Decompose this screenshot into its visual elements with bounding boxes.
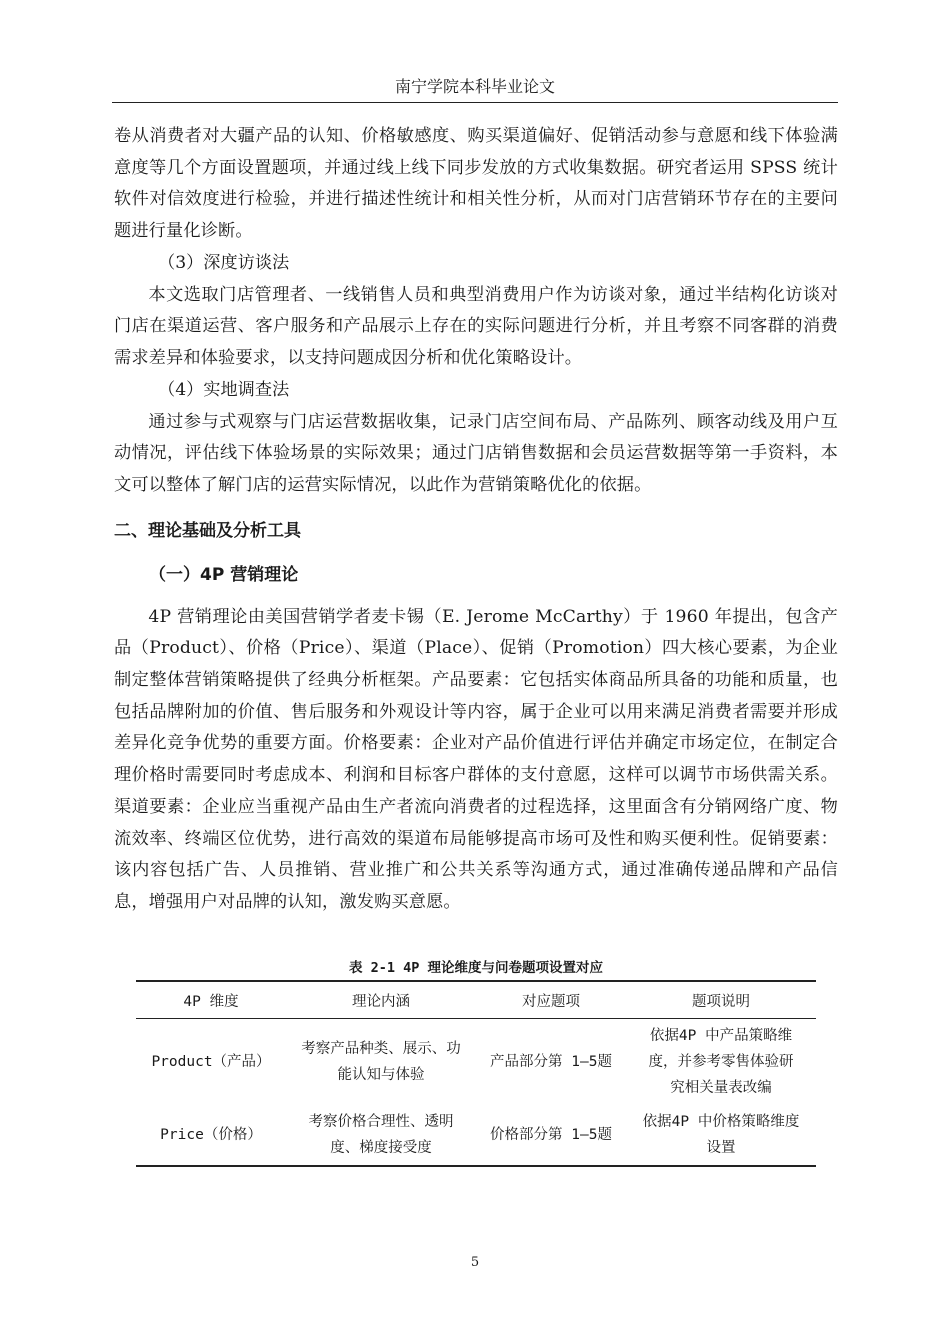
cell-note	[626, 1105, 816, 1166]
table-row	[136, 1019, 816, 1106]
paragraph-interview: 本文选取门店管理者、一线销售人员和典型消费用户作为访谈对象，通过半结构化访谈对门店在渠道运营、客户服务和产品展示上存在的实际问题进行分析，并且考察不同客群的消费需求差异和体验要求，以支持问题成因分析和优化策略设计。	[114, 284, 838, 369]
cell-connotation-text: 考察产品种类、展示、功能认知与体验	[301, 1041, 461, 1083]
paragraph-field-survey: 通过参与式观察与门店运营数据收集，记录门店空间布局、产品陈列、顾客动线及用户互动情况，评估线下体验场景的实际效果；通过门店销售数据和会员运营数据等第一手资料，本文可以整体了解门店的运营实际情况，以此作为营销策略优化的依据。	[114, 411, 838, 495]
cell-dimension: Price（价格）	[136, 1105, 286, 1166]
cell-items: 价格部分第 1—5题	[476, 1105, 626, 1166]
header-divider	[112, 102, 838, 103]
cell-items: 产品部分第 1—5题	[490, 1054, 612, 1070]
body-text	[114, 121, 838, 919]
table-row	[136, 1105, 816, 1166]
section-heading: 二、理论基础及分析工具	[114, 520, 301, 541]
table-caption: 表 2-1 4P 理论维度与问卷题项设置对应	[348, 960, 604, 976]
cell-note-text: 依据4P 中产品策略维度，并参考零售体验研究相关量表改编	[648, 1028, 794, 1096]
running-header: 南宁学院本科毕业论文	[394, 77, 555, 96]
header-items: 对应题项	[476, 981, 626, 1019]
cell-connotation	[286, 1105, 476, 1166]
cell-dimension: Product（产品）	[151, 1054, 271, 1070]
cell-note	[626, 1019, 816, 1106]
cell-connotation-text: 考察价格合理性、透明度、梯度接受度	[308, 1114, 454, 1156]
subheading-field-survey: （4）实地调查法	[158, 379, 290, 400]
dimension-table	[136, 980, 816, 1167]
table-header-row	[136, 981, 816, 1019]
subsection-heading: （一）4P 营销理论	[149, 564, 299, 585]
header-note: 题项说明	[626, 981, 816, 1019]
subheading-interview: （3）深度访谈法	[158, 253, 290, 273]
paragraph-4p-theory: 4P 营销理论由美国营销学者麦卡锡（E. Jerome McCarthy）于 1960 年提出，包含产品（Product）、价格（Price）、渠道（Place）、促销（Promotion）四大核心要素，为企业制定整体营销策略提供了经典分析框架。产品要素：它包括实体商品所具备的功能和质量，也包括品牌附加的价值、售后服务和外观设计等内容，属于企业可以用来满足消费者需要并形成差异化竞争优势的重要方面。价格要素：企业对产品价值进行评估并确定市场定位，在制定合理价格时需要同时考虑成本、利润和目标客户群体的支付意愿，这样可以调节市场供需关系。渠道要素：企业应当重视产品由生产者流向消费者的过程选择，这里面含有分销网络广度、物流效率、终端区位优势，进行高效的渠道布局能够提高市场可及性和购买便利性。促销要素：该内容包括广告、人员推销、营业推广和公共关系等沟通方式，通过准确传递品牌和产品信息，增强用户对品牌的认知，激发购买意愿。	[114, 606, 838, 912]
cell-note-text: 依据4P 中价格策略维度设置	[642, 1114, 800, 1156]
paragraph-survey-cont: 卷从消费者对大疆产品的认知、价格敏感度、购买渠道偏好、促销活动参与意愿和线下体验满意度等几个方面设置题项，并通过线上线下同步发放的方式收集数据。研究者运用 SPSS 统计软件对信效度进行检验，并进行描述性统计和相关性分析，从而对门店营销环节存在的主要问题进行量化诊断。	[114, 126, 838, 242]
page-number: 5	[470, 1255, 480, 1270]
cell-connotation	[286, 1019, 476, 1106]
header-connotation: 理论内涵	[286, 981, 476, 1019]
header-dimension: 4P 维度	[136, 981, 286, 1019]
